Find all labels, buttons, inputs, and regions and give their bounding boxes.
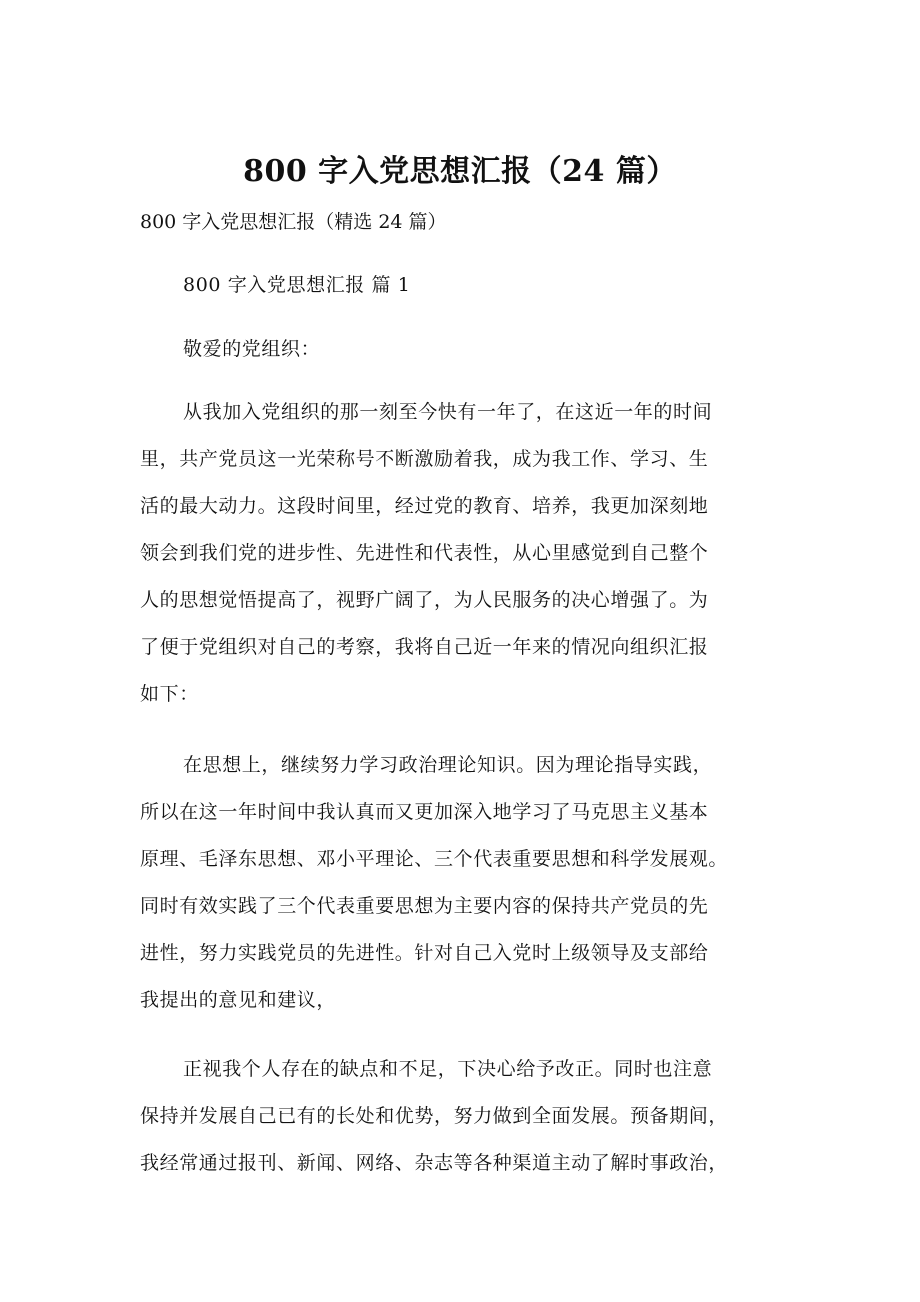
paragraph-1-line-4: 领会到我们党的进步性、先进性和代表性，从心里感觉到自己整个 [140, 542, 709, 564]
document-title: 800 字入党思想汇报（24 篇） [243, 154, 677, 189]
paragraph-2-line-4: 同时有效实践了三个代表重要思想为主要内容的保持共产党员的先 [140, 895, 709, 917]
paragraph-3-line-1: 正视我个人存在的缺点和不足，下决心给予改正。同时也注意 [183, 1058, 713, 1080]
paragraph-3-line-3: 我经常通过报刊、新闻、网络、杂志等各种渠道主动了解时事政治， [140, 1152, 729, 1174]
paragraph-2-line-6: 我提出的意见和建议， [140, 989, 337, 1011]
paragraph-2-line-5: 进性，努力实践党员的先进性。针对自己入党时上级领导及支部给 [140, 942, 709, 964]
paragraph-1-line-2: 里，共产党员这一光荣称号不断激励着我，成为我工作、学习、生 [140, 448, 709, 470]
paragraph-2-line-1: 在思想上，继续努力学习政治理论知识。因为理论指导实践， [183, 754, 713, 776]
paragraph-1-line-1: 从我加入党组织的那一刻至今快有一年了，在这近一年的时间 [183, 401, 713, 423]
paragraph-1-line-6: 了便于党组织对自己的考察，我将自己近一年来的情况向组织汇报 [140, 636, 709, 658]
section-heading: 800 字入党思想汇报 篇 1 [183, 274, 411, 296]
paragraph-1-line-7: 如下： [140, 683, 199, 705]
paragraph-3-line-2: 保持并发展自己已有的长处和优势，努力做到全面发展。预备期间， [140, 1105, 729, 1127]
paragraph-1-line-5: 人的思想觉悟提高了，视野广阔了，为人民服务的决心增强了。为 [140, 589, 709, 611]
paragraph-2-line-2: 所以在这一年时间中我认真而又更加深入地学习了马克思主义基本 [140, 801, 709, 823]
salutation: 敬爱的党组织： [183, 338, 321, 360]
document-subtitle: 800 字入党思想汇报（精选 24 篇） [140, 211, 447, 233]
paragraph-1-line-3: 活的最大动力。这段时间里，经过党的教育、培养，我更加深刻地 [140, 495, 709, 517]
paragraph-2-line-3: 原理、毛泽东思想、邓小平理论、三个代表重要思想和科学发展观。 [140, 848, 729, 870]
